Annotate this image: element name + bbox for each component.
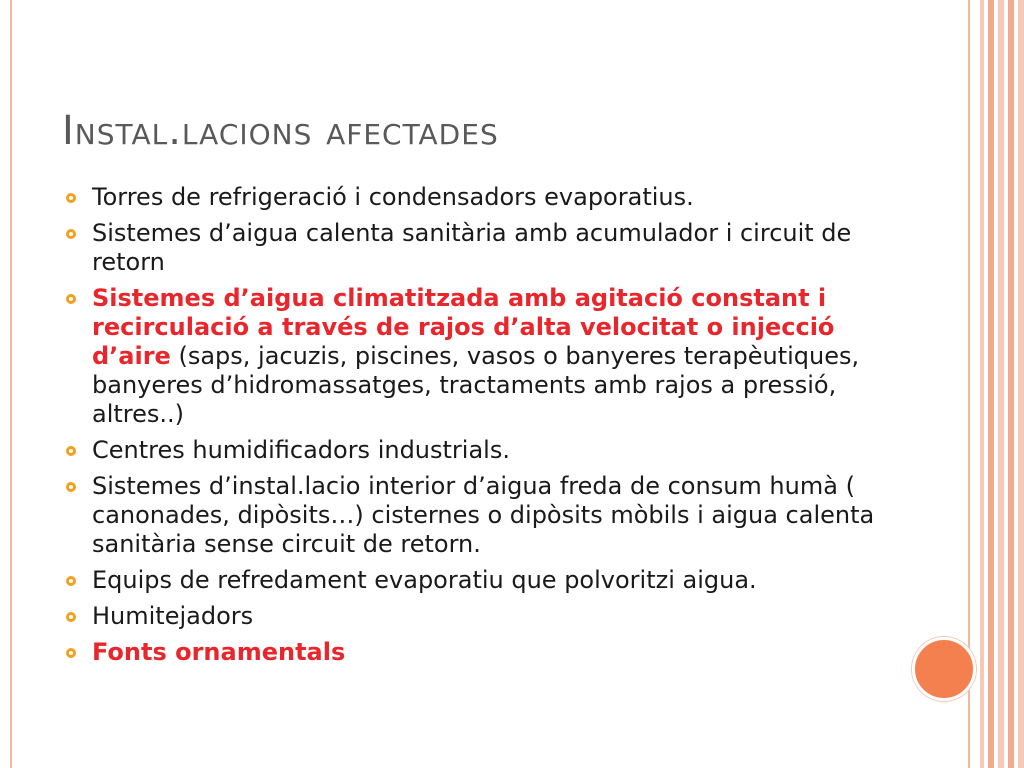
bullet-icon: [66, 193, 76, 203]
stripe: [998, 0, 1004, 768]
bullet-icon: [66, 482, 76, 492]
decorative-circle: [912, 637, 976, 701]
item-text: Sistemes d’instal.lacio interior d’aigua freda de consum humà ( canonades, dipòsits…) cisternes o dipòsits mòbils i aigua calenta sanitària sense circuit de retorn.: [92, 472, 875, 558]
slide-title: Instal.lacions afectades: [62, 108, 499, 154]
bullet-icon: [66, 612, 76, 622]
bullet-list: [66, 183, 886, 674]
bullet-icon: [66, 576, 76, 586]
bullet-icon: [66, 648, 76, 658]
item-highlight: Sistemes d’aigua climatitzada amb agitació constant i recirculació a través de rajos d’alta velocitat o injecció d’aire: [92, 284, 835, 370]
bullet-icon: [66, 446, 76, 456]
list-item: [66, 566, 886, 595]
bullet-icon: [66, 229, 76, 239]
list-item: [66, 436, 886, 465]
item-text: Equips de refredament evaporatiu que polvoritzi aigua.: [92, 566, 757, 594]
stripe: [988, 0, 994, 768]
item-text: (saps, jacuzis, piscines, vasos o banyeres terapèutiques, banyeres d’hidromassatges, tractaments amb rajos a pressió, altres..): [92, 342, 860, 428]
item-text: Centres humidificadors industrials.: [92, 436, 510, 464]
item-highlight: Fonts ornamentals: [92, 638, 346, 666]
list-item: [66, 284, 886, 429]
list-item: [66, 472, 886, 559]
decorative-stripes: [976, 0, 1024, 768]
item-text: Torres de refrigeració i condensadors evaporatius.: [92, 183, 694, 211]
stripe: [1008, 0, 1014, 768]
list-item: [66, 219, 886, 277]
item-text: Sistemes d’aigua calenta sanitària amb acumulador i circuit de retorn: [92, 219, 852, 276]
list-item: [66, 183, 886, 212]
list-item: [66, 602, 886, 631]
list-item: [66, 638, 886, 667]
stripe: [980, 0, 984, 768]
stripe: [1018, 0, 1024, 768]
item-text: Humitejadors: [92, 602, 254, 630]
bullet-icon: [66, 294, 76, 304]
